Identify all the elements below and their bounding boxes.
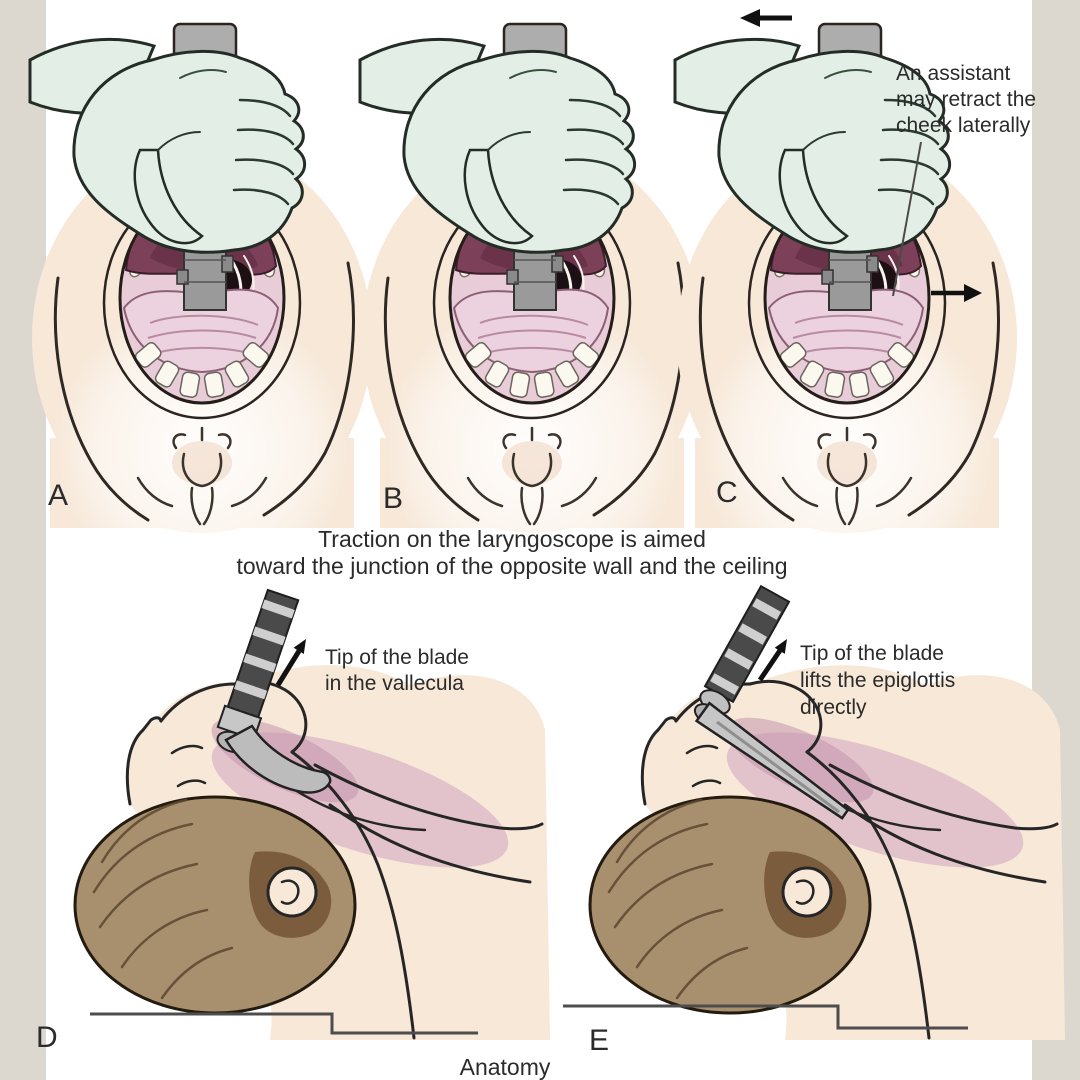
assistant-annotation-line-2: may retract the (896, 88, 1037, 111)
anatomy-label: Anatomy (459, 1054, 551, 1080)
panel-e-label: E (589, 1024, 610, 1057)
blade-e-annotation-line-2: lifts the epiglottis (800, 669, 956, 692)
caption-line-1: Traction on the laryngoscope is aimed (318, 526, 706, 552)
blade-d-annotation-line-1: Tip of the blade (325, 646, 469, 669)
caption-line-2: toward the junction of the opposite wall and the ceiling (236, 553, 788, 579)
left-margin-strip (0, 0, 46, 1080)
panel-d-label: D (36, 1021, 58, 1054)
blade-e-annotation-line-1: Tip of the blade (800, 642, 944, 665)
blade-e-annotation-line-3: directly (800, 696, 867, 719)
assistant-annotation-line-1: An assistant (896, 62, 1011, 85)
panel-a-label: A (48, 479, 69, 512)
panel-b-label: B (383, 482, 404, 515)
blade-d-annotation-line-2: in the vallecula (325, 672, 464, 695)
assistant-annotation-line-3: cheek laterally (896, 114, 1031, 137)
panel-c-label: C (716, 476, 738, 509)
